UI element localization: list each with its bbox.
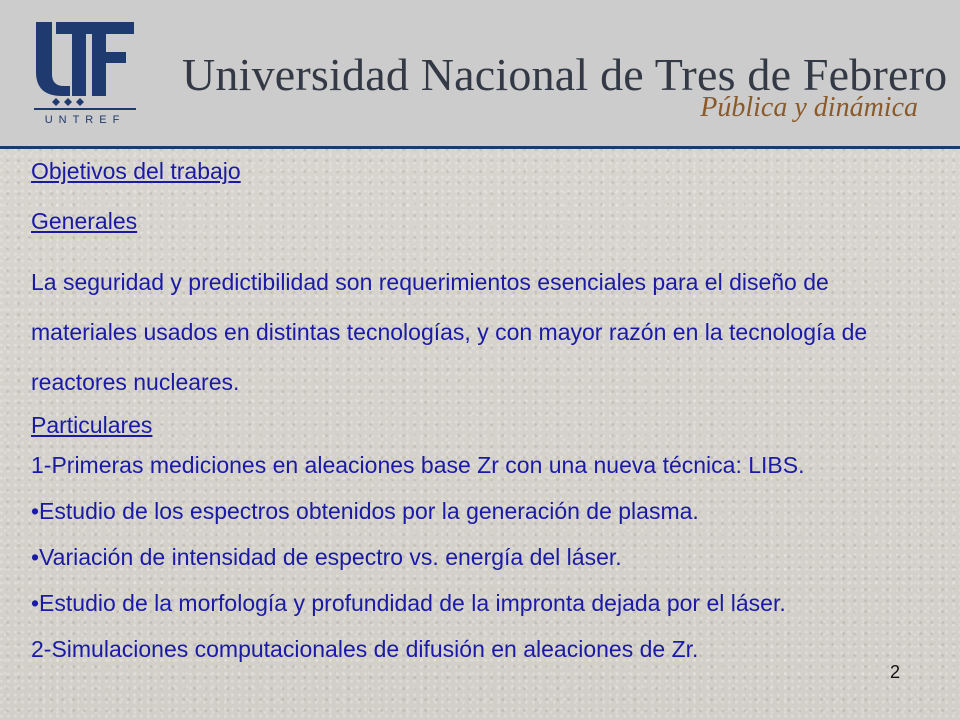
- general-paragraph: La seguridad y predictibilidad son requerimientos esenciales para el diseño de materiales usados en distintas tecnologías, y con mayor razón en la tecnología de reactores nucleares.: [31, 269, 868, 395]
- university-tagline: Pública y dinámica: [700, 92, 918, 123]
- list-item: 1-Primeras mediciones en aleaciones base Zr con una nueva técnica: LIBS.: [31, 452, 805, 478]
- logo-subtext: UNTREF: [44, 114, 126, 126]
- page-number: 2: [890, 662, 901, 682]
- list-item: •Variación de intensidad de espectro vs. energía del láser.: [31, 544, 622, 570]
- list-item: 2-Simulaciones computacionales de difusión en aleaciones de Zr.: [31, 636, 699, 662]
- objectives-heading: Objetivos del trabajo: [31, 158, 241, 184]
- general-heading: Generales: [31, 208, 138, 234]
- untref-logo: [30, 14, 140, 126]
- university-name: Universidad Nacional de Tres de Febrero: [182, 49, 948, 100]
- header-divider: [0, 146, 960, 149]
- particular-heading: Particulares: [31, 412, 153, 438]
- list-item: •Estudio de la morfología y profundidad de la impronta dejada por el láser.: [31, 590, 786, 616]
- particular-list: [31, 442, 804, 672]
- slide-header: [0, 0, 960, 146]
- list-item: •Estudio de los espectros obtenidos por la generación de plasma.: [31, 498, 699, 524]
